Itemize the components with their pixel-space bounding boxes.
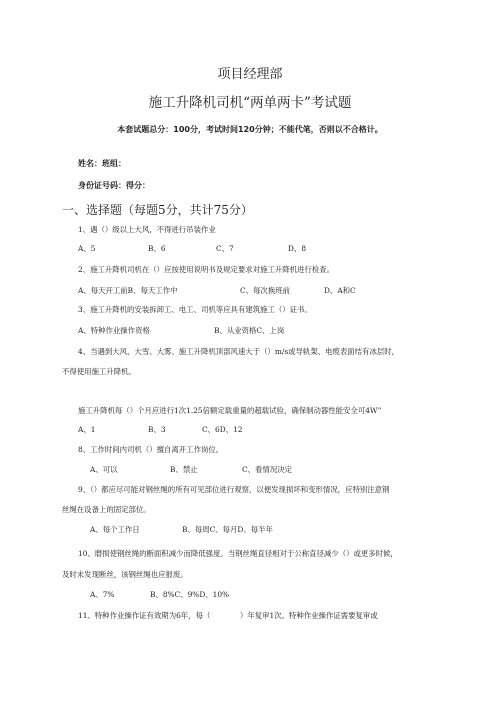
question-2: 2、施工升降机司机在（）应按使用说明书及规定要求对施工升降机进行检查。 <box>78 265 334 274</box>
q2-option-d: D、A和C <box>324 286 356 295</box>
q9-option-a: A、每个工作日 <box>90 525 140 534</box>
q10-option-bcd: B、8%C、9%D、10% <box>150 590 230 599</box>
exam-title: 施工升降机司机“两单两卡”考试题 <box>148 95 352 111</box>
q9-option-bcd: B、每周C、每月D、每半年 <box>182 525 273 534</box>
question-11: 11、特种作业操作证有效期为6年，每（ ）年复审1次。特种作业操作证需要复审或 <box>78 611 378 620</box>
q2-option-ab: A、每天开工前B、每天工作中 <box>78 286 178 295</box>
q10-option-a: A、7% <box>90 590 115 599</box>
q8-option-a: A、可以 <box>90 465 118 474</box>
q3-option-bc: B、从业资格C、上岗 <box>214 326 285 335</box>
qo-option-a: A、1 <box>78 425 96 434</box>
question-10-line1: 10、磨损使钢丝绳的断面积减少而降低强度。当钢丝绳直径相对于公称直径减少（）或更多时候， <box>78 549 398 558</box>
question-9-line2: 丝绳在设备上的固定部位。 <box>62 505 151 514</box>
question-overload: 施工升降机每（）个月应进行1次1.25倍额定载重量的超载试验，确保制动器性能安全可4W” <box>78 406 382 415</box>
question-10-line2: 及时未发现断丝，该钢丝绳也应报废。 <box>62 570 188 579</box>
id-score-field: 身份证号码：得分： <box>78 181 150 190</box>
question-3: 3、施工升降机的安装拆卸工、电工、司机等应具有建筑施工（）证书。 <box>78 305 312 314</box>
org-name: 项目经理部 <box>217 67 283 82</box>
q1-option-a: A、5 <box>78 244 96 253</box>
name-group-field: 姓名：班组： <box>78 159 126 168</box>
q1-option-c: C、7 <box>216 244 234 253</box>
q8-option-c: C、看情况决定 <box>242 465 292 474</box>
question-9-line1: 9、（）都应尽可能对钢丝绳的所有可见部位进行观察，以便发现损坏和变形情况，应特别注意钢 <box>78 485 390 494</box>
section-title: 一、选择题（每题5分，共计75分） <box>62 203 253 217</box>
q2-option-c: C、每次换班前 <box>240 286 290 295</box>
qo-option-b: B、3 <box>148 425 166 434</box>
q3-option-a: A、特种作业操作资格 <box>78 326 150 335</box>
question-8: 8、工作时间内司机（）擅自离开工作岗位。 <box>78 445 224 454</box>
q1-option-b: B、6 <box>148 244 166 253</box>
question-4-line1: 4、当遇到大风、大雪、大雾、施工升降机顶部风速大于（）m/s或导轨架、电缆表面结有冰层时， <box>78 347 400 356</box>
qo-option-cd: C、6D、12 <box>202 425 243 434</box>
q1-option-d: D、8 <box>288 244 307 253</box>
exam-intro: 本套试题总分：100分，考试时间120分钟；不能代笔，否则以不合格计。 <box>117 125 383 134</box>
q8-option-b: B、禁止 <box>170 465 198 474</box>
question-1: 1、遇（）级以上大风，不得进行吊装作业 <box>78 225 216 234</box>
question-4-line2: 不得使用施工升降机。 <box>62 367 136 376</box>
